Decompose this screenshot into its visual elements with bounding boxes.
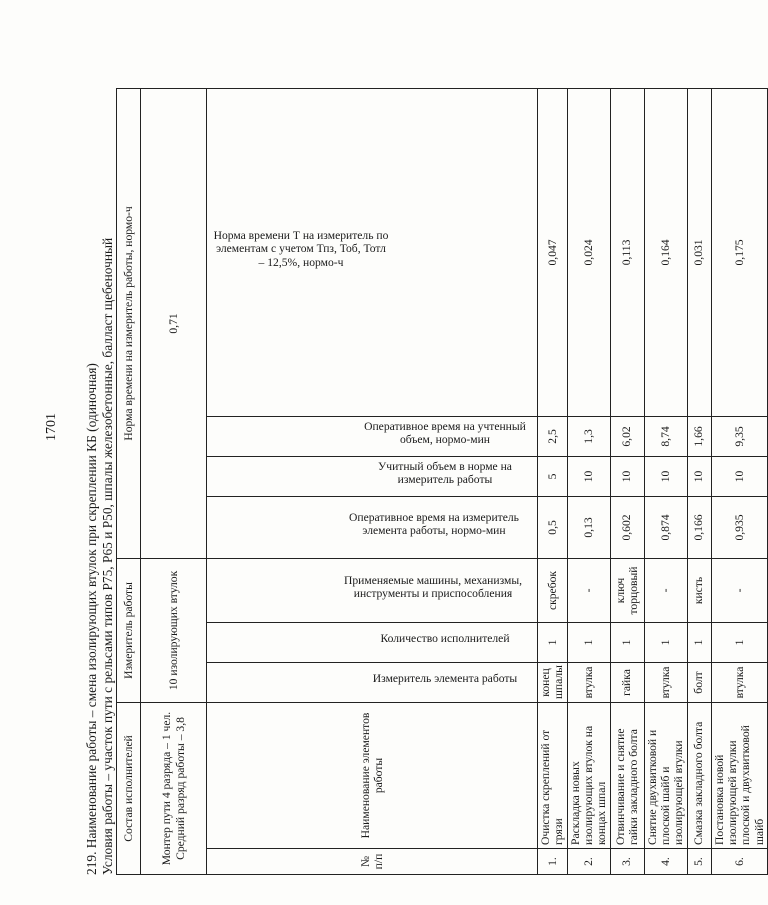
row-tools: - xyxy=(567,558,610,622)
row-norm: 0,047 xyxy=(538,88,568,416)
row-workers: 1 xyxy=(644,623,687,663)
header-row-2 xyxy=(141,88,207,874)
row-op-volume: 8,74 xyxy=(644,416,687,456)
table-row xyxy=(610,88,644,874)
row-volume: 10 xyxy=(644,456,687,496)
row-norm: 0,164 xyxy=(644,88,687,416)
row-name: Очистка скреплений от грязи xyxy=(538,703,568,849)
col-header-name: Наименование элементов работы xyxy=(207,703,538,849)
row-num: 1. xyxy=(538,849,568,875)
row-meter: болт xyxy=(687,663,711,703)
row-op-volume: 1,3 xyxy=(567,416,610,456)
row-norm: 0,031 xyxy=(687,88,711,416)
norm-table xyxy=(116,88,768,875)
row-volume: 10 xyxy=(610,456,644,496)
row-op-time: 0,13 xyxy=(567,496,610,558)
table-row xyxy=(687,88,711,874)
row-op-time: 0,935 xyxy=(711,496,767,558)
row-workers: 1 xyxy=(538,623,568,663)
row-norm: 0,113 xyxy=(610,88,644,416)
row-norm: 0,024 xyxy=(567,88,610,416)
table-row xyxy=(567,88,610,874)
row-name: Отвинчивание и снятие гайки закладного болта xyxy=(610,703,644,849)
row-name: Раскладка новых изолирующих втулок на концах шпал xyxy=(567,703,610,849)
row-name: Снятие двухвитковой и плоской шайб и изолирующей втулки xyxy=(644,703,687,849)
row-meter: конец шпалы xyxy=(538,663,568,703)
row-tools: - xyxy=(644,558,687,622)
row-volume: 10 xyxy=(711,456,767,496)
staff-value-line2: Средний разряд работы – 3,8 xyxy=(173,717,187,860)
row-op-time: 0,5 xyxy=(538,496,568,558)
col-header-op-time: Оперативное время на измеритель элемента работы, нормо-мин xyxy=(207,496,538,558)
rotated-page-content xyxy=(84,75,766,875)
staff-header: Состав исполнителей xyxy=(117,703,141,875)
row-num: 6. xyxy=(711,849,767,875)
header-row-1 xyxy=(117,88,141,874)
row-op-time: 0,166 xyxy=(687,496,711,558)
row-workers: 1 xyxy=(567,623,610,663)
title-line-1: 219. Наименование работы – смена изолирующих втулок при скреплении КБ (одиночная) xyxy=(84,363,99,875)
meter-header: Измеритель работы xyxy=(117,558,141,702)
table-row xyxy=(538,88,568,874)
row-meter: втулка xyxy=(644,663,687,703)
row-meter: втулка xyxy=(567,663,610,703)
row-num: 4. xyxy=(644,849,687,875)
row-workers: 1 xyxy=(687,623,711,663)
row-meter: гайка xyxy=(610,663,644,703)
row-num: 2. xyxy=(567,849,610,875)
row-tools: кисть xyxy=(687,558,711,622)
row-norm: 0,175 xyxy=(711,88,767,416)
col-header-num: № п/п xyxy=(207,849,538,875)
row-workers: 1 xyxy=(610,623,644,663)
col-header-norm-t: Норма времени Т на измеритель по элементам с учетом Тпз, Тоб, Тотл – 12,5%, нормо-ч xyxy=(207,88,538,416)
column-header-row xyxy=(207,88,538,874)
norm-value: 0,71 xyxy=(141,88,207,558)
row-tools: ключ торцовый xyxy=(610,558,644,622)
row-workers: 1 xyxy=(711,623,767,663)
title-line-2: Условия работы – участок пути с рельсами типов Р75, Р65 и Р50, шпалы железобетонные, балласт щебеночный xyxy=(100,237,115,875)
col-header-element-meter: Измеритель элемента работы xyxy=(207,663,538,703)
table-row xyxy=(644,88,687,874)
row-op-time: 0,602 xyxy=(610,496,644,558)
norm-header: Норма времени на измеритель работы, нормо-ч xyxy=(117,88,141,558)
row-op-volume: 9,35 xyxy=(711,416,767,456)
row-num: 3. xyxy=(610,849,644,875)
row-tools: - xyxy=(711,558,767,622)
row-volume: 10 xyxy=(567,456,610,496)
row-op-volume: 1,66 xyxy=(687,416,711,456)
col-header-workers: Количество исполнителей xyxy=(207,623,538,663)
row-tools: скребок xyxy=(538,558,568,622)
row-op-volume: 2,5 xyxy=(538,416,568,456)
staff-value-line1: Монтер пути 4 разряда – 1 чел. xyxy=(160,711,174,866)
col-header-volume: Учитный объем в норме на измеритель работы xyxy=(207,456,538,496)
col-header-op-time-volume: Оперативное время на учтенный объем, нормо-мин xyxy=(207,416,538,456)
row-name: Смазка закладного болта xyxy=(687,703,711,849)
staff-value xyxy=(141,703,207,875)
table-row xyxy=(711,88,767,874)
row-name: Постановка новой изолирующей втулки плоской и двухвитковой шайб xyxy=(711,703,767,849)
row-volume: 10 xyxy=(687,456,711,496)
page-number: 1701 xyxy=(44,413,59,441)
row-op-volume: 6,02 xyxy=(610,416,644,456)
col-header-tools: Применяемые машины, механизмы, инструменты и приспособления xyxy=(207,558,538,622)
row-op-time: 0,874 xyxy=(644,496,687,558)
row-volume: 5 xyxy=(538,456,568,496)
meter-value: 10 изолирующих втулок xyxy=(141,558,207,702)
row-meter: втулка xyxy=(711,663,767,703)
row-num: 5. xyxy=(687,849,711,875)
